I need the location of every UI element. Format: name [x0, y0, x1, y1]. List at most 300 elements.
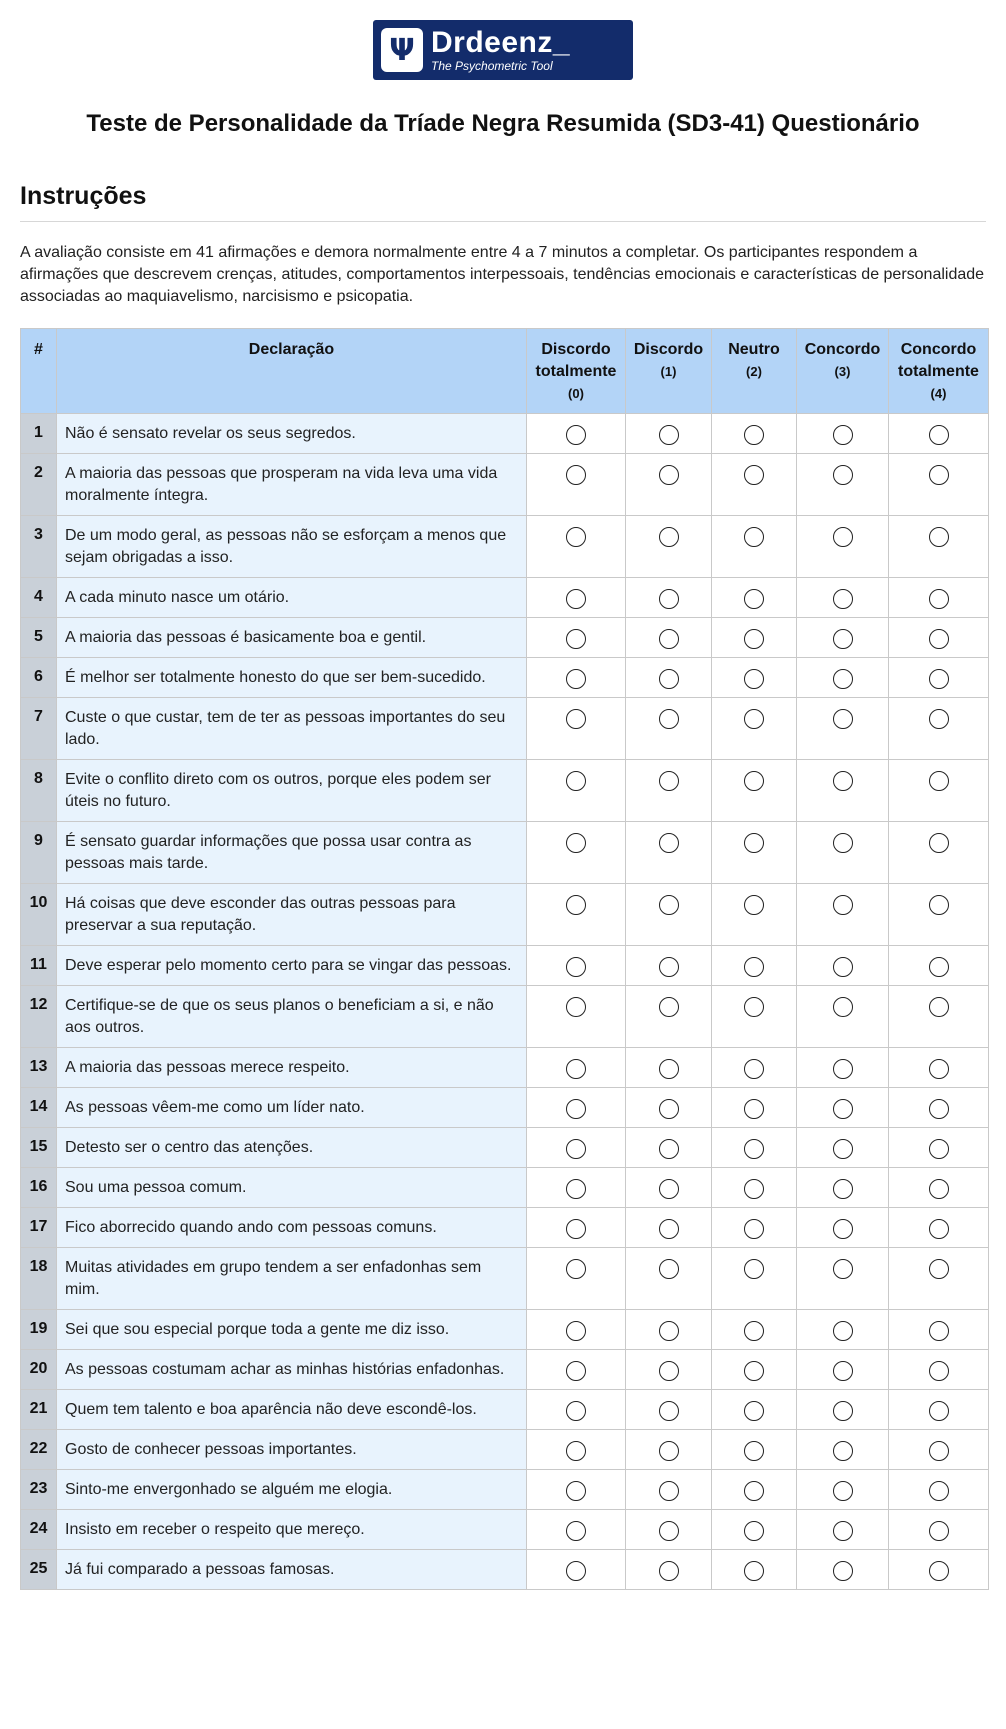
option-code: (2) — [746, 364, 762, 379]
question-statement: Há coisas que deve esconder das outras pessoas para preservar a sua reputação. — [57, 884, 527, 946]
page-title: Teste de Personalidade da Tríade Negra Resumida (SD3-41) Questionário — [86, 110, 920, 137]
answer-radio-button[interactable] — [744, 527, 764, 547]
answer-cell — [889, 658, 989, 698]
answer-cell — [626, 1550, 712, 1590]
answer-radio-button[interactable] — [659, 1139, 679, 1159]
question-number: 16 — [21, 1168, 57, 1208]
answer-radio-button[interactable] — [659, 833, 679, 853]
answer-cell — [527, 884, 626, 946]
answer-cell — [712, 884, 797, 946]
answer-radio-button[interactable] — [566, 1481, 586, 1501]
answer-radio-button[interactable] — [929, 1259, 949, 1279]
answer-radio-button[interactable] — [566, 1059, 586, 1079]
answer-cell — [889, 986, 989, 1048]
answer-radio-button[interactable] — [744, 1219, 764, 1239]
questionnaire-table — [20, 328, 989, 1590]
table-row — [21, 454, 989, 516]
answer-radio-button[interactable] — [833, 629, 853, 649]
question-statement: A maioria das pessoas merece respeito. — [57, 1048, 527, 1088]
answer-radio-button[interactable] — [566, 709, 586, 729]
answer-radio-button[interactable] — [929, 1219, 949, 1239]
answer-radio-button[interactable] — [929, 709, 949, 729]
answer-cell — [626, 884, 712, 946]
answer-radio-button[interactable] — [566, 1361, 586, 1381]
question-statement: Sei que sou especial porque toda a gente me diz isso. — [57, 1310, 527, 1350]
question-statement: Já fui comparado a pessoas famosas. — [57, 1550, 527, 1590]
answer-radio-button[interactable] — [744, 1441, 764, 1461]
question-number: 18 — [21, 1248, 57, 1310]
answer-cell — [712, 1470, 797, 1510]
answer-radio-button[interactable] — [659, 1561, 679, 1581]
question-statement: Quem tem talento e boa aparência não deve escondê-los. — [57, 1390, 527, 1430]
answer-cell — [626, 658, 712, 698]
answer-radio-button[interactable] — [659, 895, 679, 915]
answer-radio-button[interactable] — [659, 1219, 679, 1239]
answer-cell — [712, 454, 797, 516]
answer-radio-button[interactable] — [833, 1441, 853, 1461]
answer-radio-button[interactable] — [744, 669, 764, 689]
table-body — [21, 414, 989, 1590]
answer-cell — [626, 1248, 712, 1310]
answer-radio-button[interactable] — [566, 1259, 586, 1279]
answer-cell — [797, 946, 889, 986]
question-number: 3 — [21, 516, 57, 578]
answer-radio-button[interactable] — [744, 629, 764, 649]
answer-cell — [527, 1208, 626, 1248]
answer-cell — [712, 822, 797, 884]
answer-radio-button[interactable] — [566, 1219, 586, 1239]
table-header-row — [21, 329, 989, 414]
answer-radio-button[interactable] — [929, 1521, 949, 1541]
answer-radio-button[interactable] — [744, 465, 764, 485]
answer-cell — [626, 1128, 712, 1168]
answer-cell — [797, 1510, 889, 1550]
answer-radio-button[interactable] — [566, 1521, 586, 1541]
table-row — [21, 658, 989, 698]
answer-cell — [527, 578, 626, 618]
question-statement: As pessoas vêem-me como um líder nato. — [57, 1088, 527, 1128]
answer-radio-button[interactable] — [566, 1139, 586, 1159]
question-statement: Fico aborrecido quando ando com pessoas comuns. — [57, 1208, 527, 1248]
answer-radio-button[interactable] — [659, 1259, 679, 1279]
answer-cell — [797, 1168, 889, 1208]
answer-radio-button[interactable] — [566, 1321, 586, 1341]
answer-radio-button[interactable] — [744, 1561, 764, 1581]
question-number: 7 — [21, 698, 57, 760]
question-number: 2 — [21, 454, 57, 516]
question-statement: Gosto de conhecer pessoas importantes. — [57, 1430, 527, 1470]
option-code: (1) — [660, 364, 677, 379]
question-statement: Não é sensato revelar os seus segredos. — [57, 414, 527, 454]
answer-radio-button[interactable] — [929, 1401, 949, 1421]
answer-radio-button[interactable] — [744, 957, 764, 977]
question-number: 22 — [21, 1430, 57, 1470]
answer-radio-button[interactable] — [929, 1059, 949, 1079]
answer-cell — [527, 618, 626, 658]
answer-cell — [797, 1550, 889, 1590]
answer-radio-button[interactable] — [744, 1259, 764, 1279]
answer-cell — [712, 1390, 797, 1430]
answer-radio-button[interactable] — [566, 1401, 586, 1421]
answer-radio-button[interactable] — [929, 1321, 949, 1341]
answer-cell — [712, 946, 797, 986]
question-number: 15 — [21, 1128, 57, 1168]
answer-radio-button[interactable] — [833, 997, 853, 1017]
answer-radio-button[interactable] — [659, 669, 679, 689]
answer-cell — [527, 698, 626, 760]
answer-radio-button[interactable] — [929, 1179, 949, 1199]
answer-radio-button[interactable] — [659, 1321, 679, 1341]
answer-cell — [797, 1390, 889, 1430]
table-row — [21, 1510, 989, 1550]
answer-radio-button[interactable] — [659, 771, 679, 791]
question-statement: Insisto em receber o respeito que mereço. — [57, 1510, 527, 1550]
answer-cell — [712, 414, 797, 454]
answer-cell — [527, 1310, 626, 1350]
question-number: 11 — [21, 946, 57, 986]
answer-radio-button[interactable] — [566, 771, 586, 791]
answer-radio-button[interactable] — [833, 1321, 853, 1341]
table-row — [21, 1248, 989, 1310]
table-row — [21, 1208, 989, 1248]
answer-cell — [797, 658, 889, 698]
answer-cell — [712, 1350, 797, 1390]
answer-radio-button[interactable] — [744, 1099, 764, 1119]
answer-cell — [626, 760, 712, 822]
answer-cell — [797, 884, 889, 946]
answer-cell — [712, 1128, 797, 1168]
answer-cell — [712, 658, 797, 698]
answer-radio-button[interactable] — [659, 1059, 679, 1079]
answer-cell — [797, 618, 889, 658]
answer-cell — [626, 1088, 712, 1128]
answer-radio-button[interactable] — [833, 771, 853, 791]
answer-cell — [626, 516, 712, 578]
answer-radio-button[interactable] — [566, 833, 586, 853]
answer-cell — [712, 1510, 797, 1550]
answer-radio-button[interactable] — [566, 669, 586, 689]
answer-radio-button[interactable] — [744, 1179, 764, 1199]
answer-radio-button[interactable] — [833, 1361, 853, 1381]
table-row — [21, 1350, 989, 1390]
question-statement: De um modo geral, as pessoas não se esforçam a menos que sejam obrigadas a isso. — [57, 516, 527, 578]
question-number: 23 — [21, 1470, 57, 1510]
answer-cell — [626, 822, 712, 884]
answer-cell — [712, 986, 797, 1048]
answer-cell — [889, 1550, 989, 1590]
answer-cell — [626, 1470, 712, 1510]
answer-radio-button[interactable] — [929, 425, 949, 445]
answer-radio-button[interactable] — [833, 589, 853, 609]
table-row — [21, 1470, 989, 1510]
answer-radio-button[interactable] — [659, 1179, 679, 1199]
table-row — [21, 986, 989, 1048]
answer-radio-button[interactable] — [744, 1401, 764, 1421]
question-statement: É melhor ser totalmente honesto do que ser bem-sucedido. — [57, 658, 527, 698]
answer-cell — [889, 1390, 989, 1430]
answer-cell — [797, 986, 889, 1048]
answer-radio-button[interactable] — [566, 1179, 586, 1199]
option-code: (4) — [930, 386, 947, 401]
option-label: Concordo — [804, 341, 881, 358]
answer-cell — [797, 1248, 889, 1310]
answer-cell — [889, 1088, 989, 1128]
answer-cell — [889, 414, 989, 454]
table-row — [21, 1430, 989, 1470]
answer-cell — [889, 698, 989, 760]
answer-radio-button[interactable] — [833, 1561, 853, 1581]
answer-radio-button[interactable] — [929, 833, 949, 853]
answer-cell — [527, 1048, 626, 1088]
question-number: 25 — [21, 1550, 57, 1590]
question-number: 21 — [21, 1390, 57, 1430]
answer-radio-button[interactable] — [566, 425, 586, 445]
answer-radio-button[interactable] — [659, 465, 679, 485]
table-row — [21, 1168, 989, 1208]
question-statement: A cada minuto nasce um otário. — [57, 578, 527, 618]
answer-radio-button[interactable] — [929, 771, 949, 791]
answer-radio-button[interactable] — [744, 709, 764, 729]
table-row — [21, 1048, 989, 1088]
answer-radio-button[interactable] — [833, 669, 853, 689]
column-header-option — [889, 329, 989, 414]
answer-radio-button[interactable] — [566, 957, 586, 977]
answer-cell — [626, 1168, 712, 1208]
answer-radio-button[interactable] — [566, 1561, 586, 1581]
answer-radio-button[interactable] — [833, 1179, 853, 1199]
answer-radio-button[interactable] — [566, 997, 586, 1017]
question-number: 10 — [21, 884, 57, 946]
answer-cell — [889, 516, 989, 578]
logo-container — [20, 0, 986, 80]
answer-radio-button[interactable] — [566, 1441, 586, 1461]
answer-cell — [889, 618, 989, 658]
answer-cell — [626, 986, 712, 1048]
answer-radio-button[interactable] — [566, 1099, 586, 1119]
answer-cell — [527, 760, 626, 822]
answer-radio-button[interactable] — [659, 997, 679, 1017]
answer-radio-button[interactable] — [659, 957, 679, 977]
answer-radio-button[interactable] — [833, 1401, 853, 1421]
question-number: 17 — [21, 1208, 57, 1248]
answer-radio-button[interactable] — [744, 997, 764, 1017]
answer-cell — [797, 698, 889, 760]
answer-radio-button[interactable] — [833, 709, 853, 729]
answer-radio-button[interactable] — [659, 1401, 679, 1421]
answer-cell — [797, 1088, 889, 1128]
answer-cell — [527, 822, 626, 884]
answer-cell — [527, 454, 626, 516]
answer-radio-button[interactable] — [929, 669, 949, 689]
answer-cell — [527, 414, 626, 454]
answer-radio-button[interactable] — [833, 833, 853, 853]
answer-radio-button[interactable] — [659, 1521, 679, 1541]
answer-cell — [797, 1430, 889, 1470]
instructions-text: A avaliação consiste em 41 afirmações e demora normalmente entre 4 a 7 minutos a completar. Os participantes respondem a afirmações que descrevem crenças, atitudes, comportamentos interpessoais, tendências emocionais e características de personalidade associadas ao maquiavelismo, narcisismo e psicopatia. — [20, 244, 985, 305]
brand-logo[interactable] — [373, 20, 633, 80]
answer-radio-button[interactable] — [659, 1441, 679, 1461]
question-number: 6 — [21, 658, 57, 698]
answer-radio-button[interactable] — [929, 895, 949, 915]
answer-cell — [626, 1430, 712, 1470]
table-row — [21, 1550, 989, 1590]
answer-radio-button[interactable] — [833, 1059, 853, 1079]
column-header-statement: Declaração — [57, 329, 527, 414]
answer-radio-button[interactable] — [744, 1361, 764, 1381]
answer-cell — [626, 1048, 712, 1088]
answer-radio-button[interactable] — [929, 1361, 949, 1381]
answer-cell — [527, 516, 626, 578]
answer-radio-button[interactable] — [659, 589, 679, 609]
answer-cell — [712, 1088, 797, 1128]
table-row — [21, 698, 989, 760]
answer-radio-button[interactable] — [744, 1321, 764, 1341]
answer-cell — [712, 1048, 797, 1088]
answer-radio-button[interactable] — [929, 589, 949, 609]
answer-radio-button[interactable] — [929, 527, 949, 547]
option-label: Neutro — [728, 341, 780, 358]
answer-cell — [889, 1470, 989, 1510]
answer-radio-button[interactable] — [659, 709, 679, 729]
answer-radio-button[interactable] — [929, 1561, 949, 1581]
answer-cell — [527, 1470, 626, 1510]
answer-radio-button[interactable] — [659, 425, 679, 445]
question-statement: Evite o conflito direto com os outros, porque eles podem ser úteis no futuro. — [57, 760, 527, 822]
table-row — [21, 578, 989, 618]
answer-cell — [712, 1430, 797, 1470]
answer-radio-button[interactable] — [833, 1099, 853, 1119]
answer-radio-button[interactable] — [833, 425, 853, 445]
answer-cell — [797, 1470, 889, 1510]
answer-radio-button[interactable] — [659, 1099, 679, 1119]
answer-cell — [797, 1310, 889, 1350]
question-number: 19 — [21, 1310, 57, 1350]
answer-cell — [889, 760, 989, 822]
option-label: Discordo — [633, 341, 704, 358]
answer-radio-button[interactable] — [929, 1441, 949, 1461]
question-statement: As pessoas costumam achar as minhas histórias enfadonhas. — [57, 1350, 527, 1390]
answer-radio-button[interactable] — [833, 1521, 853, 1541]
answer-radio-button[interactable] — [566, 629, 586, 649]
answer-cell — [712, 578, 797, 618]
question-statement: A maioria das pessoas que prosperam na vida leva uma vida moralmente íntegra. — [57, 454, 527, 516]
answer-radio-button[interactable] — [744, 771, 764, 791]
answer-radio-button[interactable] — [744, 895, 764, 915]
answer-radio-button[interactable] — [833, 527, 853, 547]
answer-radio-button[interactable] — [566, 465, 586, 485]
answer-radio-button[interactable] — [566, 589, 586, 609]
answer-radio-button[interactable] — [929, 997, 949, 1017]
answer-radio-button[interactable] — [833, 1219, 853, 1239]
answer-cell — [889, 1350, 989, 1390]
answer-cell — [527, 1390, 626, 1430]
answer-radio-button[interactable] — [659, 1481, 679, 1501]
answer-radio-button[interactable] — [929, 1139, 949, 1159]
question-statement: Sou uma pessoa comum. — [57, 1168, 527, 1208]
answer-radio-button[interactable] — [744, 1481, 764, 1501]
logo-text — [431, 28, 570, 72]
answer-cell — [626, 698, 712, 760]
answer-cell — [626, 1390, 712, 1430]
answer-cell — [626, 1310, 712, 1350]
answer-radio-button[interactable] — [744, 1139, 764, 1159]
answer-cell — [889, 1128, 989, 1168]
answer-cell — [797, 516, 889, 578]
answer-radio-button[interactable] — [659, 527, 679, 547]
answer-cell — [712, 516, 797, 578]
answer-cell — [889, 454, 989, 516]
column-header-option — [527, 329, 626, 414]
answer-cell — [527, 1168, 626, 1208]
question-number: 20 — [21, 1350, 57, 1390]
answer-radio-button[interactable] — [929, 465, 949, 485]
answer-cell — [712, 1550, 797, 1590]
answer-radio-button[interactable] — [833, 895, 853, 915]
answer-radio-button[interactable] — [744, 589, 764, 609]
answer-radio-button[interactable] — [833, 957, 853, 977]
answer-radio-button[interactable] — [744, 425, 764, 445]
psi-logo-icon: Ψ — [381, 28, 423, 72]
answer-cell — [527, 1350, 626, 1390]
option-label: Discordo totalmente — [535, 341, 617, 380]
question-number: 1 — [21, 414, 57, 454]
answer-cell — [797, 1048, 889, 1088]
question-statement: Certifique-se de que os seus planos o beneficiam a si, e não aos outros. — [57, 986, 527, 1048]
answer-radio-button[interactable] — [659, 1361, 679, 1381]
answer-radio-button[interactable] — [929, 1481, 949, 1501]
answer-radio-button[interactable] — [744, 833, 764, 853]
logo-name: Drdeenz_ — [431, 26, 571, 59]
question-number: 5 — [21, 618, 57, 658]
answer-radio-button[interactable] — [833, 465, 853, 485]
answer-radio-button[interactable] — [744, 1059, 764, 1079]
logo-tagline: The Psychometric Tool — [431, 59, 553, 73]
question-statement: É sensato guardar informações que possa usar contra as pessoas mais tarde. — [57, 822, 527, 884]
answer-radio-button[interactable] — [929, 629, 949, 649]
answer-radio-button[interactable] — [566, 527, 586, 547]
answer-cell — [797, 1128, 889, 1168]
answer-cell — [626, 578, 712, 618]
answer-cell — [527, 1128, 626, 1168]
answer-cell — [712, 1168, 797, 1208]
answer-radio-button[interactable] — [659, 629, 679, 649]
answer-radio-button[interactable] — [833, 1259, 853, 1279]
answer-radio-button[interactable] — [833, 1481, 853, 1501]
answer-cell — [527, 1550, 626, 1590]
answer-cell — [889, 884, 989, 946]
answer-cell — [797, 414, 889, 454]
answer-cell — [626, 946, 712, 986]
answer-cell — [889, 1248, 989, 1310]
table-row — [21, 1390, 989, 1430]
question-number: 4 — [21, 578, 57, 618]
answer-cell — [527, 1510, 626, 1550]
answer-radio-button[interactable] — [566, 895, 586, 915]
answer-radio-button[interactable] — [929, 957, 949, 977]
table-row — [21, 760, 989, 822]
question-number: 12 — [21, 986, 57, 1048]
answer-radio-button[interactable] — [744, 1521, 764, 1541]
question-statement: A maioria das pessoas é basicamente boa e gentil. — [57, 618, 527, 658]
answer-cell — [527, 1430, 626, 1470]
answer-cell — [527, 658, 626, 698]
table-row — [21, 822, 989, 884]
answer-radio-button[interactable] — [833, 1139, 853, 1159]
question-number: 8 — [21, 760, 57, 822]
answer-cell — [889, 946, 989, 986]
answer-radio-button[interactable] — [929, 1099, 949, 1119]
option-code: (0) — [568, 386, 584, 401]
